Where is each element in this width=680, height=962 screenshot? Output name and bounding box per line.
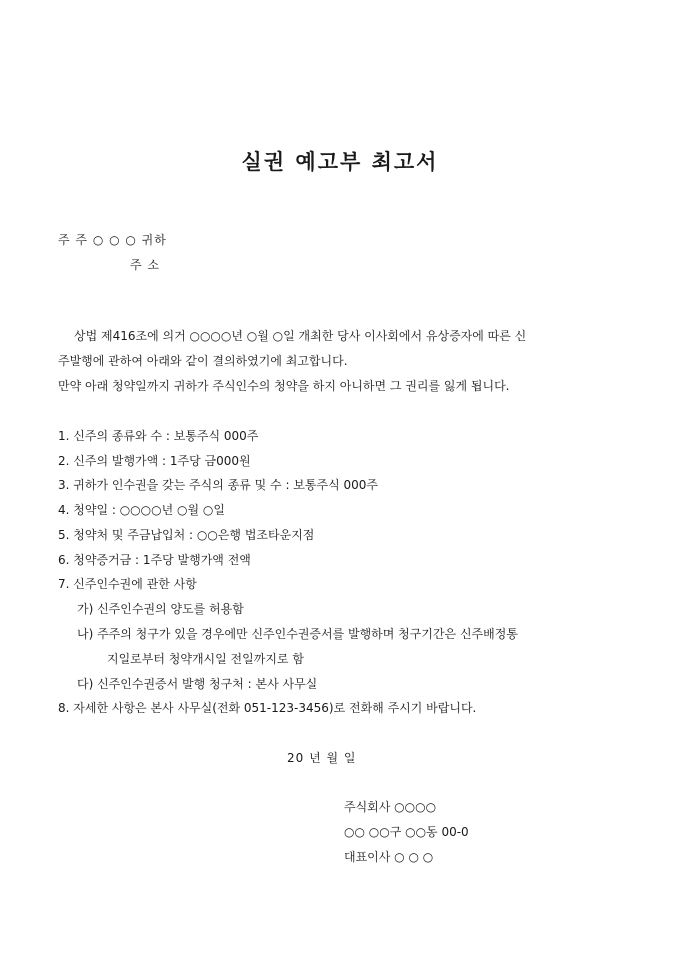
- list-item-8: 8. 자세한 사항은 본사 사무실(전화 051-123-3456)로 전화해 주시기 바랍니다.: [58, 701, 477, 715]
- list-item-5: 5. 청약처 및 주금납입처 : ○○은행 법조타운지점: [58, 528, 315, 542]
- list-item-2: 2. 신주의 발행가액 : 1주당 금000원: [58, 454, 251, 468]
- list-item-6: 6. 청약증거금 : 1주당 발행가액 전액: [58, 553, 251, 567]
- body-paragraph-1-line-1: 상법 제416조에 의거 ○○○○년 ○월 ○일 개최한 당사 이사회에서 유상증자에 따른 신: [74, 329, 527, 343]
- date-line: 20 년 월 일: [287, 751, 357, 765]
- recipient-address: 주 소: [130, 258, 160, 272]
- list-item-4: 4. 청약일 : ○○○○년 ○월 ○일: [58, 503, 225, 517]
- issuer-address: ○○ ○○구 ○○동 00-0: [344, 825, 469, 839]
- document-title: 실권 예고부 최고서: [241, 149, 439, 174]
- list-item-1: 1. 신주의 종류와 수 : 보통주식 000주: [58, 429, 259, 443]
- sub-item-na-line-2: 지일로부터 청약개시일 전일까지로 함: [107, 652, 304, 666]
- list-item-3: 3. 귀하가 인수권을 갖는 주식의 종류 및 수 : 보통주식 000주: [58, 478, 378, 492]
- sub-item-da: 다) 신주인수권증서 발행 청구처 : 본사 사무실: [77, 677, 318, 691]
- list-item-7: 7. 신주인수권에 관한 사항: [58, 577, 197, 591]
- issuer-ceo: 대표이사 ○ ○ ○: [344, 850, 434, 864]
- sub-item-ga: 가) 신주인수권의 양도를 허용함: [77, 602, 244, 616]
- issuer-company: 주식회사 ○○○○: [344, 800, 437, 814]
- body-paragraph-2: 만약 아래 청약일까지 귀하가 주식인수의 청약을 하지 아니하면 그 권리를 잃게 됩니다.: [58, 379, 510, 393]
- body-paragraph-1-line-2: 주발행에 관하여 아래와 같이 결의하였기에 최고합니다.: [58, 354, 348, 368]
- recipient-line: 주 주 ○ ○ ○ 귀하: [58, 233, 167, 247]
- sub-item-na-line-1: 나) 주주의 청구가 있을 경우에만 신주인수권증서를 발행하며 청구기간은 신주배정통: [77, 627, 518, 641]
